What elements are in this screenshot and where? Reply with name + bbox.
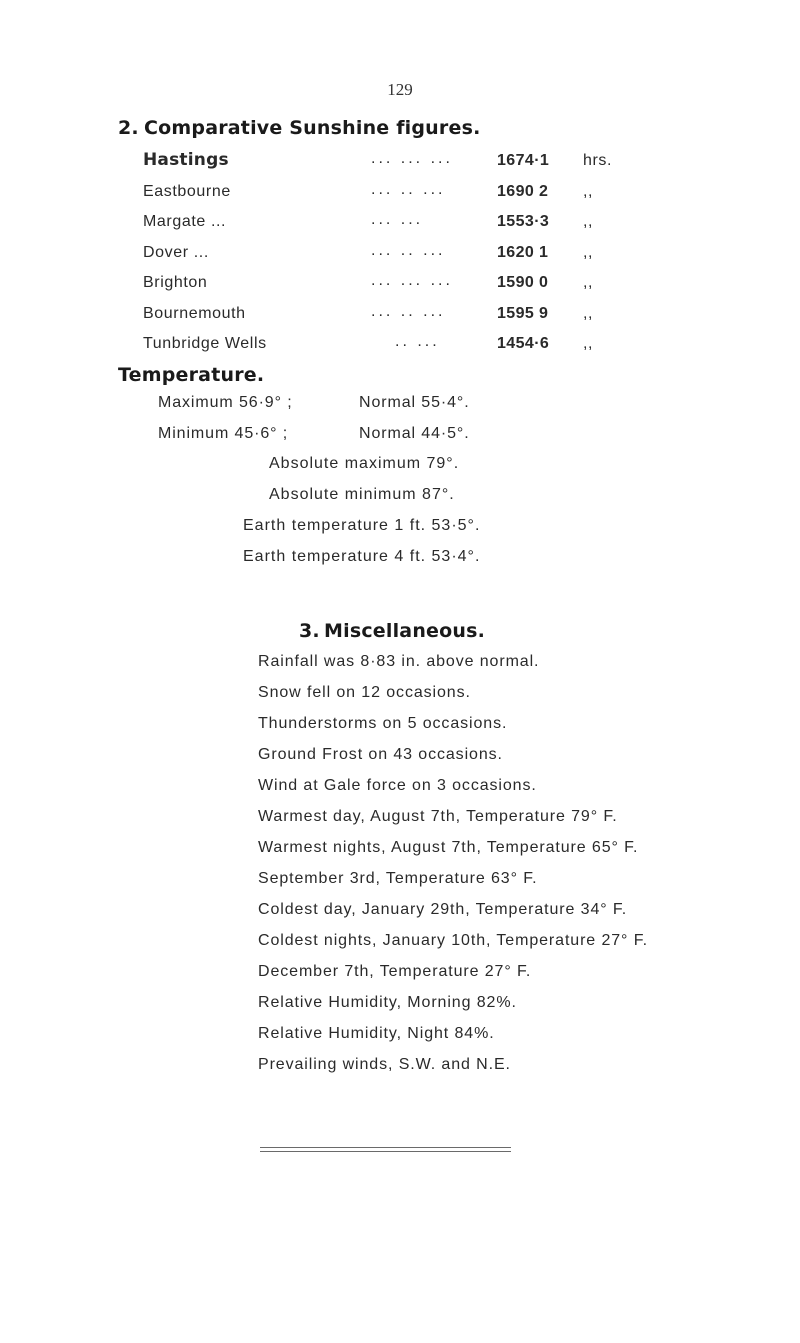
- table-row: [143, 148, 683, 179]
- maximum-line: [158, 394, 470, 412]
- divider-top: [260, 1147, 511, 1148]
- leader-dots: ... .. ...: [371, 302, 446, 320]
- unit: hrs.: [583, 152, 613, 169]
- miscellaneous-title: Miscellaneous.: [324, 620, 486, 642]
- town-name: Bournemouth: [143, 304, 246, 322]
- absolute-minimum: Absolute minimum 87°.: [269, 486, 455, 503]
- town-name: Margate ...: [143, 213, 227, 230]
- town-name: Brighton: [143, 274, 208, 291]
- list-item: Ground Frost on 43 occasions.: [258, 746, 503, 763]
- town-name: Dover ...: [143, 243, 209, 261]
- list-item: Coldest nights, January 10th, Temperature 27° F.: [258, 932, 648, 949]
- sunshine-hours: 1690 2: [497, 182, 549, 200]
- list-item: Relative Humidity, Morning 82%.: [258, 994, 517, 1011]
- maximum-normal: Normal 55·4°.: [359, 394, 470, 411]
- sunshine-hours: 1674·1: [497, 152, 550, 169]
- list-item: Prevailing winds, S.W. and N.E.: [258, 1056, 511, 1073]
- leader-dots: .. ...: [395, 333, 440, 350]
- absolute-maximum: Absolute maximum 79°.: [269, 455, 460, 472]
- list-item: Thunderstorms on 5 occasions.: [258, 715, 508, 732]
- unit: ,,: [583, 335, 594, 352]
- miscellaneous-section-number: 3.: [299, 620, 320, 642]
- page-number: 129: [387, 80, 413, 99]
- table-row: [143, 240, 683, 271]
- sunshine-hours: 1620 1: [497, 243, 549, 261]
- maximum-value: Maximum 56·9° ;: [158, 394, 293, 411]
- minimum-normal: Normal 44·5°.: [359, 425, 470, 442]
- sunshine-title: Comparative Sunshine figures.: [144, 117, 481, 139]
- list-item: December 7th, Temperature 27° F.: [258, 963, 532, 980]
- list-item: Coldest day, January 29th, Temperature 34° F.: [258, 901, 628, 918]
- miscellaneous-heading: [299, 620, 485, 642]
- table-row: [143, 270, 683, 301]
- unit: ,,: [583, 243, 594, 261]
- list-item: Rainfall was 8·83 in. above normal.: [258, 653, 540, 670]
- table-row: [143, 331, 683, 362]
- leader-dots: ... ...: [371, 211, 424, 228]
- sunshine-table: [143, 148, 683, 362]
- earth-temperature-4ft: Earth temperature 4 ft. 53·4°.: [243, 548, 481, 565]
- table-row: [143, 301, 683, 332]
- sunshine-heading: [118, 117, 481, 139]
- minimum-line: [158, 425, 470, 443]
- table-row: [143, 179, 683, 210]
- leader-dots: ... ... ...: [371, 150, 453, 167]
- list-item: Wind at Gale force on 3 occasions.: [258, 777, 537, 794]
- list-item: Warmest nights, August 7th, Temperature 65° F.: [258, 839, 639, 856]
- table-row: [143, 209, 683, 240]
- temperature-heading: Temperature.: [118, 364, 265, 386]
- sunshine-hours: 1590 0: [497, 274, 549, 291]
- unit: ,,: [583, 274, 594, 291]
- unit: ,,: [583, 213, 594, 230]
- earth-temperature-1ft: Earth temperature 1 ft. 53·5°.: [243, 517, 481, 534]
- divider-bottom: [260, 1151, 511, 1152]
- unit: ,,: [583, 182, 594, 200]
- town-name: Tunbridge Wells: [143, 335, 267, 352]
- sunshine-hours: 1595 9: [497, 304, 549, 322]
- leader-dots: ... .. ...: [371, 180, 446, 198]
- leader-dots: ... ... ...: [371, 272, 453, 289]
- town-name: Hastings: [143, 150, 229, 170]
- sunshine-hours: 1553·3: [497, 213, 550, 230]
- list-item: September 3rd, Temperature 63° F.: [258, 870, 538, 887]
- minimum-value: Minimum 45·6° ;: [158, 425, 289, 442]
- unit: ,,: [583, 304, 594, 322]
- list-item: Snow fell on 12 occasions.: [258, 684, 471, 701]
- list-item: Relative Humidity, Night 84%.: [258, 1025, 495, 1042]
- town-name: Eastbourne: [143, 182, 231, 200]
- sunshine-section-number: 2.: [118, 117, 139, 139]
- sunshine-hours: 1454·6: [497, 335, 550, 352]
- list-item: Warmest day, August 7th, Temperature 79° F.: [258, 808, 618, 825]
- leader-dots: ... .. ...: [371, 241, 446, 259]
